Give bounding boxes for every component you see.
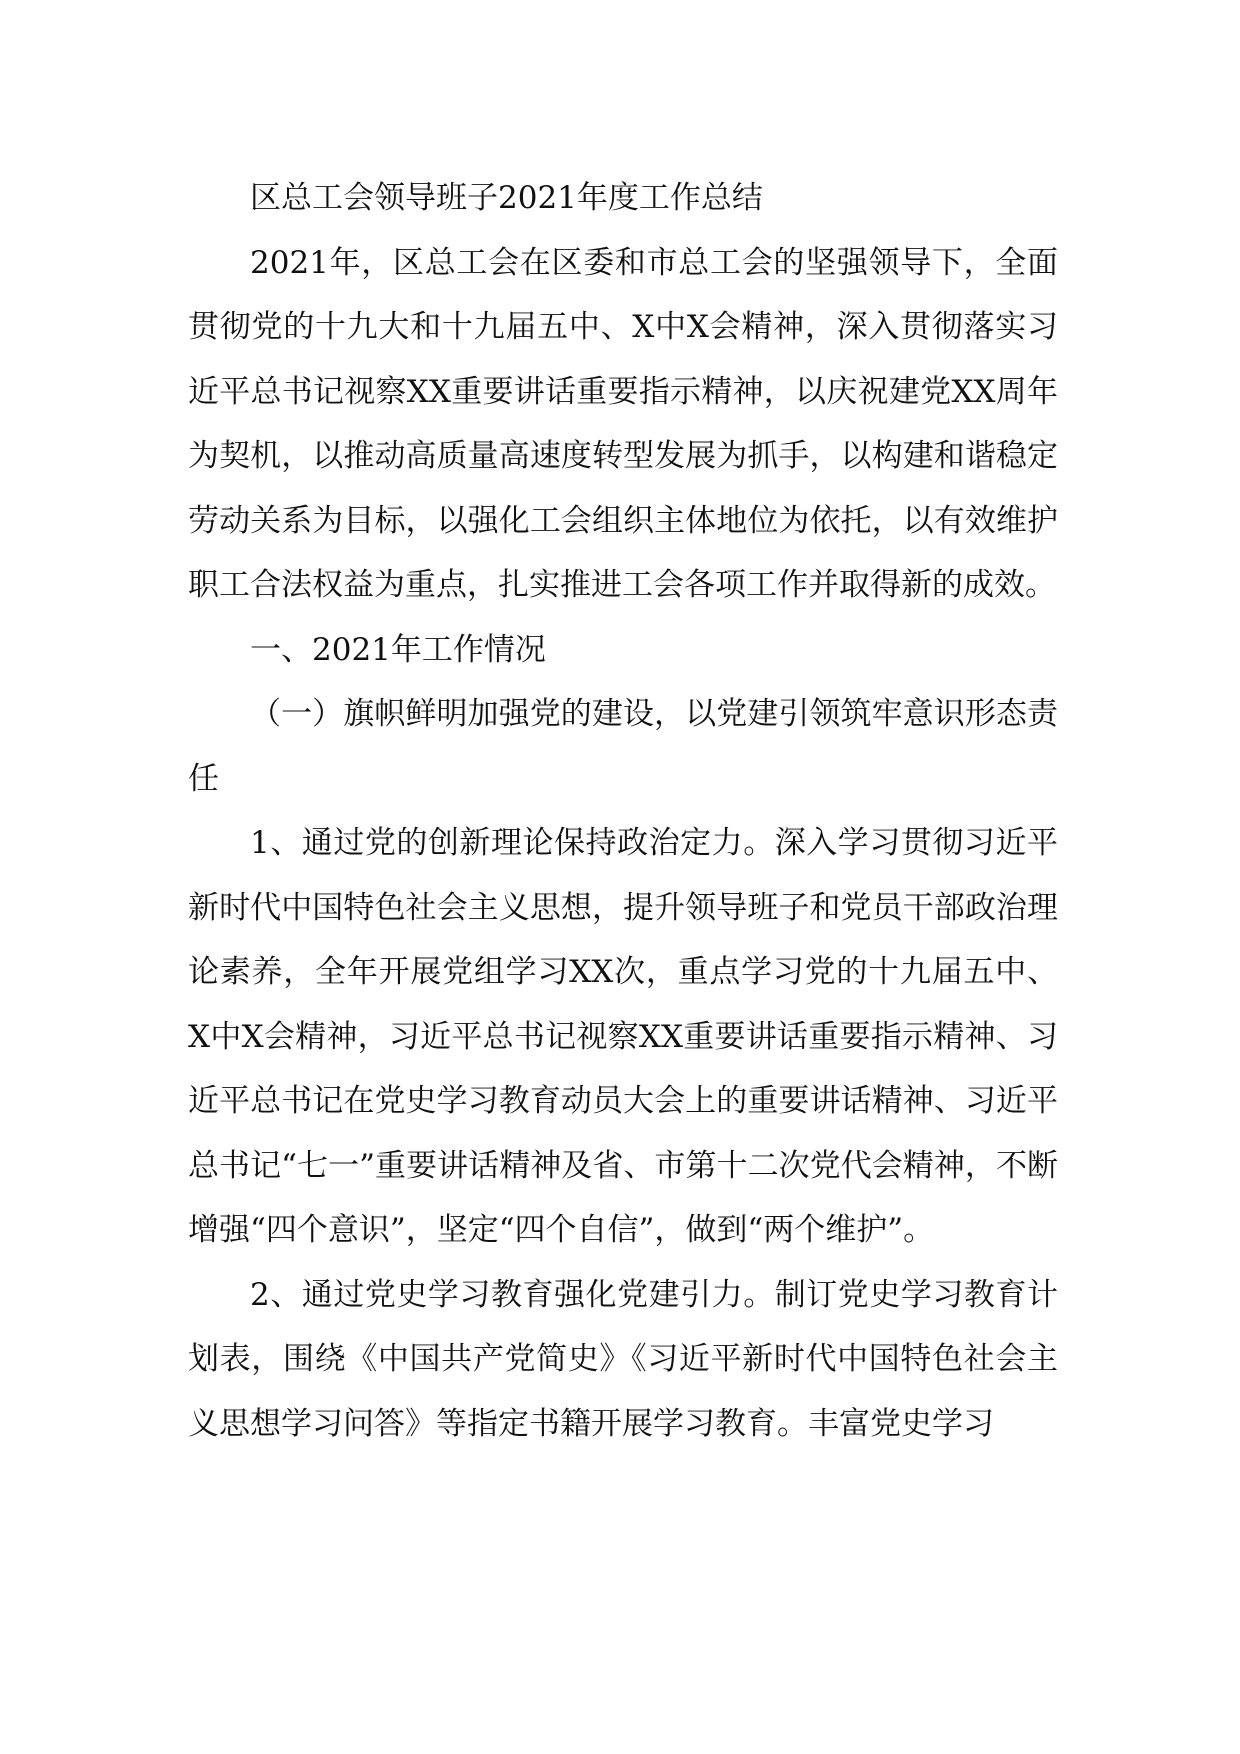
document-body	[188, 166, 1058, 1456]
document-title: 区总工会领导班子2021年度工作总结	[250, 180, 763, 216]
section-heading: 一、2021年工作情况	[250, 631, 546, 668]
item-paragraph-1: 1、通过党的创新理论保持政治定力。深入学习贯彻习近平新时代中国特色社会主义思想，提升领导班子和党员干部政治理论素养，全年开展党组学习XX次，重点学习党的十九届五中、X中X会精神，习近平总书记视察XX重要讲话重要指示精神、习近平总书记在党史学习教育动员大会上的重要讲话精神、习近平总书记“七一”重要讲话精神及省、市第十二次党代会精神，不断增强“四个意识”，坚定“四个自信”，做到“两个维护”。	[188, 825, 1058, 1248]
subsection-heading: （一）旗帜鲜明加强党的建设，以党建引领筑牢意识形态责任	[188, 696, 1058, 797]
intro-paragraph: 2021年，区总工会在区委和市总工会的坚强领导下，全面贯彻党的十九大和十九届五中、X中X会精神，深入贯彻落实习近平总书记视察XX重要讲话重要指示精神，以庆祝建党XX周年为契机，以推动高质量高速度转型发展为抓手，以构建和谐稳定劳动关系为目标，以强化工会组织主体地位为依托，以有效维护职工合法权益为重点，扎实推进工会各项工作并取得新的成效。	[188, 244, 1058, 603]
item-paragraph-2: 2、通过党史学习教育强化党建引力。制订党史学习教育计划表，围绕《中国共产党简史》《习近平新时代中国特色社会主义思想学习问答》等指定书籍开展学习教育。丰富党史学习	[188, 1276, 1058, 1442]
